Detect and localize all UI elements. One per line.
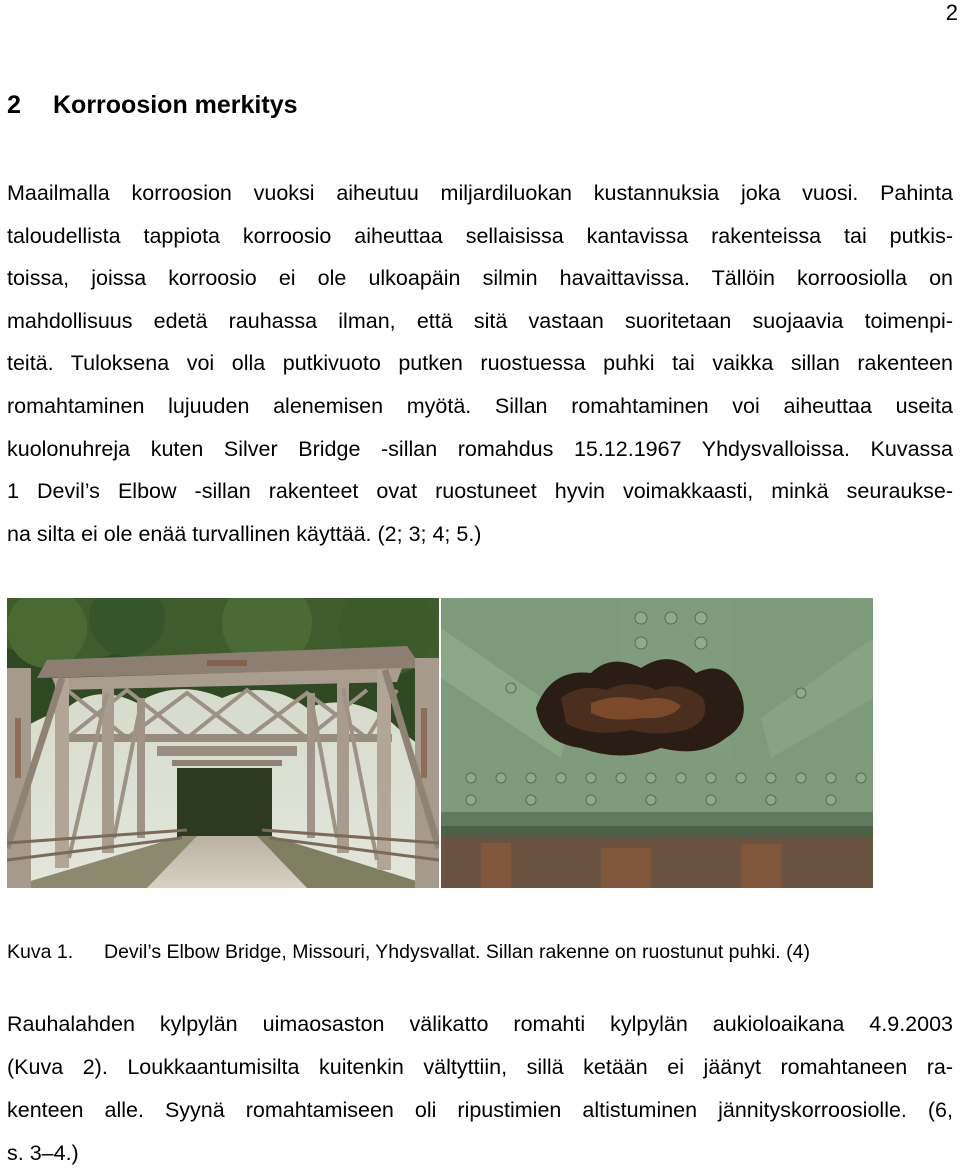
text-line: (Kuva 2). Loukkaantumisilta kuitenkin vältyttiin, sillä ketään ei jäänyt romahtaneen ra-	[7, 1055, 953, 1079]
text-line: Rauhalahden kylpylän uimaosaston välikatto romahti kylpylän aukioloaikana 4.9.2003	[7, 1012, 953, 1036]
paragraph-ceiling-collapse	[7, 1003, 953, 1175]
caption-text: Devil’s Elbow Bridge, Missouri, Yhdysvallat. Sillan rakenne on ruostunut puhki. (4)	[104, 941, 810, 963]
text-line: kuolonuhreja kuten Silver Bridge -sillan romahdus 15.12.1967 Yhdysvalloissa. Kuvassa	[7, 436, 953, 461]
bridge-illustration	[7, 598, 439, 888]
corrosion-closeup-illustration	[441, 598, 873, 888]
caption-label: Kuva 1.	[7, 941, 74, 963]
section-title: Korroosion merkitys	[53, 91, 298, 119]
paragraph-corrosion-costs	[7, 172, 953, 555]
text-line: s. 3–4.)	[7, 1141, 79, 1165]
text-line: teitä. Tuloksena voi olla putkivuoto putken ruostuessa puhki tai vaikka sillan rakenteen	[7, 351, 953, 376]
text-line: romahtaminen lujuuden alenemisen myötä. Sillan romahtaminen voi aiheuttaa useita	[7, 393, 953, 418]
text-line: 1 Devil’s Elbow -sillan rakenteet ovat ruostuneet hyvin voimakkaasti, minkä seuraukse-	[7, 479, 953, 504]
corroded-joint-photo	[441, 598, 873, 888]
text-line: Maailmalla korroosion vuoksi aiheutuu miljardiluokan kustannuksia joka vuosi. Pahinta	[7, 181, 953, 205]
text-line: taloudellista tappiota korroosio aiheuttaa sellaisissa kantavissa rakenteissa tai putkis-	[7, 223, 953, 248]
text-line: kenteen alle. Syynä romahtamiseen oli ripustimien altistuminen jännityskorroosiolle. (6,	[7, 1098, 953, 1122]
text-line: na silta ei ole enää turvallinen käyttää. (2; 3; 4; 5.)	[7, 521, 482, 546]
bridge-photo	[7, 598, 439, 888]
figure-1	[7, 598, 873, 888]
figure-caption	[7, 937, 810, 967]
section-number: 2	[7, 91, 21, 119]
page-number: 2	[945, 0, 958, 25]
text-line: toissa, joissa korroosio ei ole ulkoapäin silmin havaittavissa. Tällöin korroosiolla on	[7, 266, 953, 291]
text-line: mahdollisuus edetä rauhassa ilman, että sitä vastaan suoritetaan suojaavia toimenpi-	[7, 308, 953, 333]
section-heading	[7, 88, 298, 122]
